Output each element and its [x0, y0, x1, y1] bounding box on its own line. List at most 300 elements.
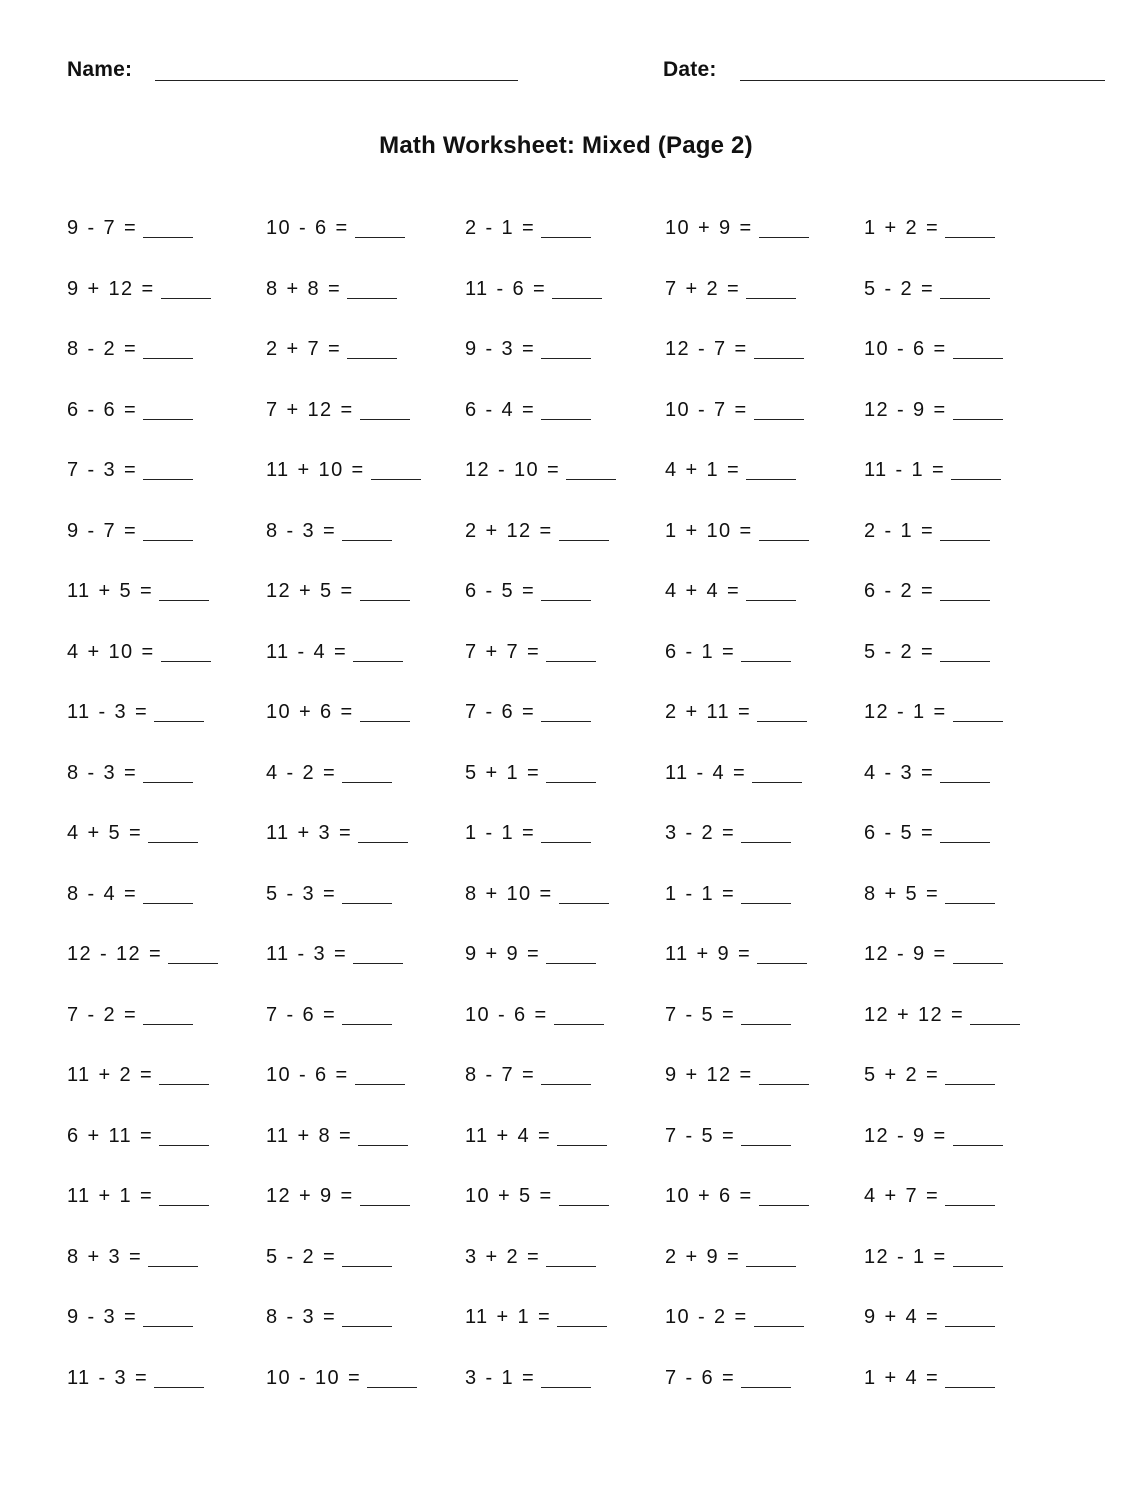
problem-text: 8 + 8 =: [266, 277, 342, 300]
answer-blank[interactable]: [143, 332, 193, 359]
problem-text: 9 + 12 =: [665, 1064, 753, 1086]
answer-blank[interactable]: [953, 1119, 1003, 1146]
problem-item: [465, 453, 665, 514]
problem-item: [67, 332, 266, 393]
problem-item: [864, 211, 1063, 272]
problem-text: 6 - 6 =: [67, 398, 138, 421]
problem-item: [864, 1361, 1063, 1422]
problem-text: 5 + 2 =: [864, 1064, 940, 1086]
problem-text: 11 + 1 =: [67, 1185, 154, 1207]
problem-text: 10 + 6 =: [266, 701, 354, 723]
problem-text: 2 - 1 =: [864, 519, 935, 542]
problem-item: [465, 998, 665, 1059]
problem-text: 8 - 3 =: [266, 519, 337, 542]
problem-item: [266, 1361, 465, 1422]
problem-text: 2 - 1 =: [465, 217, 536, 239]
answer-blank[interactable]: [541, 695, 591, 722]
answer-blank[interactable]: [741, 635, 791, 662]
answer-blank[interactable]: [746, 453, 796, 480]
problem-text: 6 - 4 =: [465, 398, 536, 421]
problem-item: [864, 514, 1063, 575]
problem-item: [67, 1119, 266, 1180]
problem-item: [465, 1300, 665, 1361]
answer-blank[interactable]: [945, 877, 995, 904]
problem-text: 8 + 5 =: [864, 882, 940, 905]
answer-blank[interactable]: [945, 211, 995, 238]
problem-text: 12 - 1 =: [864, 1245, 947, 1268]
problem-text: 10 + 6 =: [665, 1185, 753, 1207]
problem-item: [465, 1240, 665, 1301]
answer-blank[interactable]: [940, 514, 990, 541]
problem-text: 8 - 3 =: [67, 761, 138, 784]
answer-blank[interactable]: [143, 393, 193, 420]
answer-blank[interactable]: [741, 998, 791, 1025]
answer-blank[interactable]: [360, 695, 410, 722]
problem-item: [665, 816, 864, 877]
problem-item: [665, 1300, 864, 1361]
problem-item: [465, 1058, 665, 1119]
problem-item: [266, 1119, 465, 1180]
problem-item: [864, 272, 1063, 333]
answer-blank[interactable]: [371, 453, 421, 480]
problem-item: [266, 816, 465, 877]
problem-item: [67, 1058, 266, 1119]
answer-blank[interactable]: [360, 393, 410, 420]
answer-blank[interactable]: [148, 816, 198, 843]
problem-text: 11 - 4 =: [665, 761, 747, 784]
problem-item: [864, 1119, 1063, 1180]
problem-text: 4 + 4 =: [665, 580, 741, 602]
problem-item: [864, 574, 1063, 635]
problem-text: 7 - 5 =: [665, 1003, 736, 1026]
problem-item: [266, 393, 465, 454]
problem-item: [665, 514, 864, 575]
problem-item: [465, 393, 665, 454]
answer-blank[interactable]: [161, 635, 211, 662]
problem-item: [864, 1058, 1063, 1119]
answer-blank[interactable]: [552, 272, 602, 299]
problem-item: [864, 453, 1063, 514]
answer-blank[interactable]: [148, 1240, 198, 1267]
answer-blank[interactable]: [541, 1058, 591, 1085]
problem-item: [864, 877, 1063, 938]
problem-item: [67, 211, 266, 272]
problem-item: [266, 937, 465, 998]
answer-blank[interactable]: [154, 695, 204, 722]
problem-item: [665, 1179, 864, 1240]
answer-blank[interactable]: [945, 1300, 995, 1327]
problem-item: [665, 756, 864, 817]
problem-item: [67, 514, 266, 575]
problem-item: [864, 1240, 1063, 1301]
answer-blank[interactable]: [754, 332, 804, 359]
answer-blank[interactable]: [541, 393, 591, 420]
problem-text: 8 + 3 =: [67, 1245, 143, 1268]
answer-blank[interactable]: [159, 1119, 209, 1146]
problem-text: 11 - 3 =: [67, 1366, 149, 1389]
problem-text: 12 + 5 =: [266, 580, 354, 602]
problem-item: [465, 1179, 665, 1240]
problem-text: 11 - 4 =: [266, 640, 348, 663]
answer-blank[interactable]: [541, 211, 591, 238]
problem-item: [465, 332, 665, 393]
problem-text: 12 - 12 =: [67, 943, 163, 965]
answer-blank[interactable]: [746, 272, 796, 299]
problem-text: 11 - 6 =: [465, 277, 547, 300]
problem-item: [67, 1300, 266, 1361]
problem-text: 4 + 10 =: [67, 640, 155, 663]
problem-text: 7 - 3 =: [67, 459, 138, 481]
problem-text: 6 - 2 =: [864, 580, 935, 602]
answer-blank[interactable]: [541, 332, 591, 359]
problem-item: [665, 453, 864, 514]
problem-text: 2 + 7 =: [266, 338, 342, 360]
answer-blank[interactable]: [559, 877, 609, 904]
problem-item: [665, 1119, 864, 1180]
problem-text: 10 - 7 =: [665, 398, 748, 421]
problem-item: [67, 635, 266, 696]
problem-item: [864, 756, 1063, 817]
problem-item: [465, 514, 665, 575]
problem-text: 10 - 6 =: [266, 217, 349, 239]
problem-text: 12 - 1 =: [864, 701, 947, 723]
problem-text: 10 - 2 =: [665, 1306, 748, 1328]
answer-blank[interactable]: [360, 1179, 410, 1206]
problem-text: 12 - 9 =: [864, 1124, 947, 1147]
problem-item: [266, 1179, 465, 1240]
answer-blank[interactable]: [559, 514, 609, 541]
answer-blank[interactable]: [143, 211, 193, 238]
page-title: Math Worksheet: Mixed (Page 2): [379, 132, 753, 159]
problem-text: 2 + 12 =: [465, 519, 553, 542]
answer-blank[interactable]: [752, 756, 802, 783]
problem-text: 2 + 11 =: [665, 701, 752, 723]
problem-text: 10 - 6 =: [864, 338, 947, 360]
problem-text: 12 - 10 =: [465, 459, 561, 481]
problem-text: 4 + 5 =: [67, 822, 143, 844]
problem-text: 9 + 12 =: [67, 277, 155, 300]
date-answer-line[interactable]: [740, 80, 1105, 81]
problem-item: [266, 453, 465, 514]
answer-blank[interactable]: [168, 937, 218, 964]
problem-item: [665, 937, 864, 998]
answer-blank[interactable]: [541, 1361, 591, 1388]
problem-item: [67, 453, 266, 514]
problem-text: 3 - 1 =: [465, 1366, 536, 1389]
answer-blank[interactable]: [970, 998, 1020, 1025]
problem-text: 5 + 1 =: [465, 761, 541, 784]
problem-item: [465, 1119, 665, 1180]
problem-text: 4 + 1 =: [665, 459, 741, 481]
problem-text: 7 + 2 =: [665, 277, 741, 300]
answer-blank[interactable]: [741, 877, 791, 904]
problem-item: [465, 877, 665, 938]
answer-blank[interactable]: [143, 756, 193, 783]
answer-blank[interactable]: [953, 1240, 1003, 1267]
problem-text: 10 - 6 =: [465, 1003, 548, 1026]
answer-blank[interactable]: [754, 393, 804, 420]
answer-blank[interactable]: [546, 937, 596, 964]
problem-item: [465, 756, 665, 817]
problem-item: [67, 574, 266, 635]
answer-blank[interactable]: [559, 1179, 609, 1206]
problem-text: 11 - 3 =: [67, 701, 149, 723]
problem-text: 8 + 10 =: [465, 882, 553, 905]
answer-blank[interactable]: [557, 1119, 607, 1146]
problem-item: [465, 816, 665, 877]
answer-blank[interactable]: [143, 1300, 193, 1327]
problem-item: [864, 1179, 1063, 1240]
answer-blank[interactable]: [143, 877, 193, 904]
problem-text: 11 + 4 =: [465, 1124, 552, 1147]
answer-blank[interactable]: [143, 514, 193, 541]
answer-blank[interactable]: [347, 272, 397, 299]
date-field[interactable]: [663, 58, 1123, 88]
problem-item: [864, 937, 1063, 998]
answer-blank[interactable]: [358, 1119, 408, 1146]
answer-blank[interactable]: [353, 937, 403, 964]
problem-text: 1 - 1 =: [465, 822, 536, 844]
problem-text: 5 - 2 =: [266, 1245, 337, 1268]
problem-text: 6 - 1 =: [665, 640, 736, 663]
problem-item: [665, 695, 864, 756]
problem-item: [67, 393, 266, 454]
answer-blank[interactable]: [355, 211, 405, 238]
answer-blank[interactable]: [754, 1300, 804, 1327]
problem-item: [67, 756, 266, 817]
problem-item: [67, 1240, 266, 1301]
answer-blank[interactable]: [159, 1058, 209, 1085]
problem-text: 10 - 6 =: [266, 1064, 349, 1086]
answer-blank[interactable]: [347, 332, 397, 359]
answer-blank[interactable]: [154, 1361, 204, 1388]
problem-item: [67, 998, 266, 1059]
problem-item: [665, 1361, 864, 1422]
answer-blank[interactable]: [759, 1058, 809, 1085]
problem-item: [465, 1361, 665, 1422]
name-field[interactable]: [67, 58, 527, 88]
answer-blank[interactable]: [355, 1058, 405, 1085]
problem-item: [864, 1300, 1063, 1361]
problem-text: 10 - 10 =: [266, 1366, 362, 1389]
problem-text: 4 - 2 =: [266, 761, 337, 784]
problem-item: [266, 695, 465, 756]
problem-text: 11 + 3 =: [266, 822, 353, 844]
problem-text: 8 - 3 =: [266, 1306, 337, 1328]
answer-blank[interactable]: [358, 816, 408, 843]
answer-blank[interactable]: [953, 937, 1003, 964]
problem-text: 5 - 2 =: [864, 640, 935, 663]
problem-item: [665, 877, 864, 938]
problem-item: [266, 514, 465, 575]
problem-item: [465, 635, 665, 696]
problem-text: 10 + 5 =: [465, 1185, 553, 1207]
answer-blank[interactable]: [159, 1179, 209, 1206]
problem-text: 8 - 4 =: [67, 882, 138, 905]
problem-text: 12 + 12 =: [864, 1003, 965, 1026]
problem-item: [864, 393, 1063, 454]
problem-text: 8 - 2 =: [67, 338, 138, 360]
answer-blank[interactable]: [953, 393, 1003, 420]
answer-blank[interactable]: [741, 816, 791, 843]
problem-text: 7 - 6 =: [665, 1366, 736, 1389]
problem-text: 7 + 12 =: [266, 398, 354, 421]
answer-blank[interactable]: [353, 635, 403, 662]
problem-text: 11 + 9 =: [665, 943, 752, 965]
problem-item: [266, 1300, 465, 1361]
problem-text: 2 + 9 =: [665, 1245, 741, 1268]
problem-item: [266, 877, 465, 938]
problem-text: 5 - 3 =: [266, 882, 337, 905]
problem-item: [864, 816, 1063, 877]
answer-blank[interactable]: [546, 635, 596, 662]
problem-item: [665, 393, 864, 454]
answer-blank[interactable]: [746, 1240, 796, 1267]
problem-text: 11 + 5 =: [67, 580, 154, 602]
answer-blank[interactable]: [546, 1240, 596, 1267]
problem-item: [665, 574, 864, 635]
problem-text: 9 + 9 =: [465, 943, 541, 965]
answer-blank[interactable]: [546, 756, 596, 783]
answer-blank[interactable]: [159, 574, 209, 601]
problem-item: [67, 695, 266, 756]
name-answer-line[interactable]: [155, 80, 518, 81]
problem-item: [67, 272, 266, 333]
problem-item: [266, 1240, 465, 1301]
problem-text: 5 - 2 =: [864, 277, 935, 300]
problem-text: 11 - 3 =: [266, 943, 348, 965]
problem-text: 9 - 3 =: [465, 338, 536, 360]
problem-text: 9 - 7 =: [67, 217, 138, 239]
problem-item: [465, 574, 665, 635]
answer-blank[interactable]: [759, 514, 809, 541]
problem-item: [266, 756, 465, 817]
problem-item: [465, 211, 665, 272]
problem-item: [665, 635, 864, 696]
problem-item: [67, 937, 266, 998]
problem-text: 3 + 2 =: [465, 1245, 541, 1268]
answer-blank[interactable]: [940, 756, 990, 783]
problem-item: [665, 332, 864, 393]
problem-text: 11 + 1 =: [465, 1306, 552, 1328]
answer-blank[interactable]: [342, 1300, 392, 1327]
answer-blank[interactable]: [143, 453, 193, 480]
problem-text: 4 - 3 =: [864, 761, 935, 784]
problem-item: [665, 1058, 864, 1119]
answer-blank[interactable]: [566, 453, 616, 480]
problem-text: 8 - 7 =: [465, 1064, 536, 1086]
answer-blank[interactable]: [759, 1179, 809, 1206]
answer-blank[interactable]: [953, 332, 1003, 359]
problem-item: [465, 695, 665, 756]
problem-text: 7 - 5 =: [665, 1124, 736, 1147]
problem-item: [465, 272, 665, 333]
answer-blank[interactable]: [360, 574, 410, 601]
name-label: Name:: [67, 58, 133, 81]
problem-text: 7 - 6 =: [266, 1003, 337, 1026]
problem-text: 1 + 4 =: [864, 1366, 940, 1389]
problem-item: [67, 1179, 266, 1240]
problem-text: 6 - 5 =: [465, 580, 536, 602]
problem-text: 1 - 1 =: [665, 882, 736, 905]
problem-item: [67, 816, 266, 877]
answer-blank[interactable]: [342, 1240, 392, 1267]
answer-blank[interactable]: [940, 816, 990, 843]
answer-blank[interactable]: [557, 1300, 607, 1327]
problem-item: [864, 695, 1063, 756]
answer-blank[interactable]: [143, 998, 193, 1025]
answer-blank[interactable]: [757, 695, 807, 722]
problem-text: 12 - 9 =: [864, 943, 947, 965]
answer-blank[interactable]: [945, 1179, 995, 1206]
problem-item: [864, 998, 1063, 1059]
answer-blank[interactable]: [945, 1058, 995, 1085]
answer-blank[interactable]: [541, 574, 591, 601]
problem-text: 7 - 6 =: [465, 701, 536, 723]
problem-item: [67, 877, 266, 938]
problem-text: 9 - 3 =: [67, 1306, 138, 1328]
problem-text: 7 + 7 =: [465, 640, 541, 663]
answer-blank[interactable]: [940, 574, 990, 601]
answer-blank[interactable]: [951, 453, 1001, 480]
problem-item: [266, 211, 465, 272]
problem-item: [266, 272, 465, 333]
answer-blank[interactable]: [342, 514, 392, 541]
problem-item: [864, 635, 1063, 696]
problem-text: 3 - 2 =: [665, 822, 736, 844]
problem-text: 11 + 8 =: [266, 1124, 353, 1147]
problem-text: 6 - 5 =: [864, 822, 935, 844]
problem-item: [864, 332, 1063, 393]
problem-item: [266, 998, 465, 1059]
answer-blank[interactable]: [741, 1361, 791, 1388]
answer-blank[interactable]: [161, 272, 211, 299]
problem-item: [465, 937, 665, 998]
problem-text: 11 + 2 =: [67, 1064, 154, 1086]
answer-blank[interactable]: [759, 211, 809, 238]
problem-text: 9 - 7 =: [67, 519, 138, 542]
problem-text: 12 - 9 =: [864, 398, 947, 421]
problem-text: 10 + 9 =: [665, 217, 753, 239]
date-label: Date:: [663, 58, 717, 81]
problem-item: [266, 1058, 465, 1119]
problem-text: 12 - 7 =: [665, 338, 748, 360]
answer-blank[interactable]: [940, 635, 990, 662]
answer-blank[interactable]: [554, 998, 604, 1025]
problem-item: [665, 1240, 864, 1301]
answer-blank[interactable]: [741, 1119, 791, 1146]
answer-blank[interactable]: [757, 937, 807, 964]
answer-blank[interactable]: [342, 998, 392, 1025]
problem-item: [67, 1361, 266, 1422]
problem-text: 7 - 2 =: [67, 1003, 138, 1026]
answer-blank[interactable]: [940, 272, 990, 299]
answer-blank[interactable]: [367, 1361, 417, 1388]
answer-blank[interactable]: [945, 1361, 995, 1388]
problem-grid: [67, 211, 1067, 1421]
answer-blank[interactable]: [541, 816, 591, 843]
problem-text: 1 + 2 =: [864, 217, 940, 239]
problem-item: [266, 635, 465, 696]
answer-blank[interactable]: [746, 574, 796, 601]
problem-text: 6 + 11 =: [67, 1124, 154, 1147]
answer-blank[interactable]: [342, 877, 392, 904]
answer-blank[interactable]: [953, 695, 1003, 722]
problem-text: 9 + 4 =: [864, 1306, 940, 1328]
problem-text: 4 + 7 =: [864, 1185, 940, 1207]
answer-blank[interactable]: [342, 756, 392, 783]
problem-item: [665, 998, 864, 1059]
